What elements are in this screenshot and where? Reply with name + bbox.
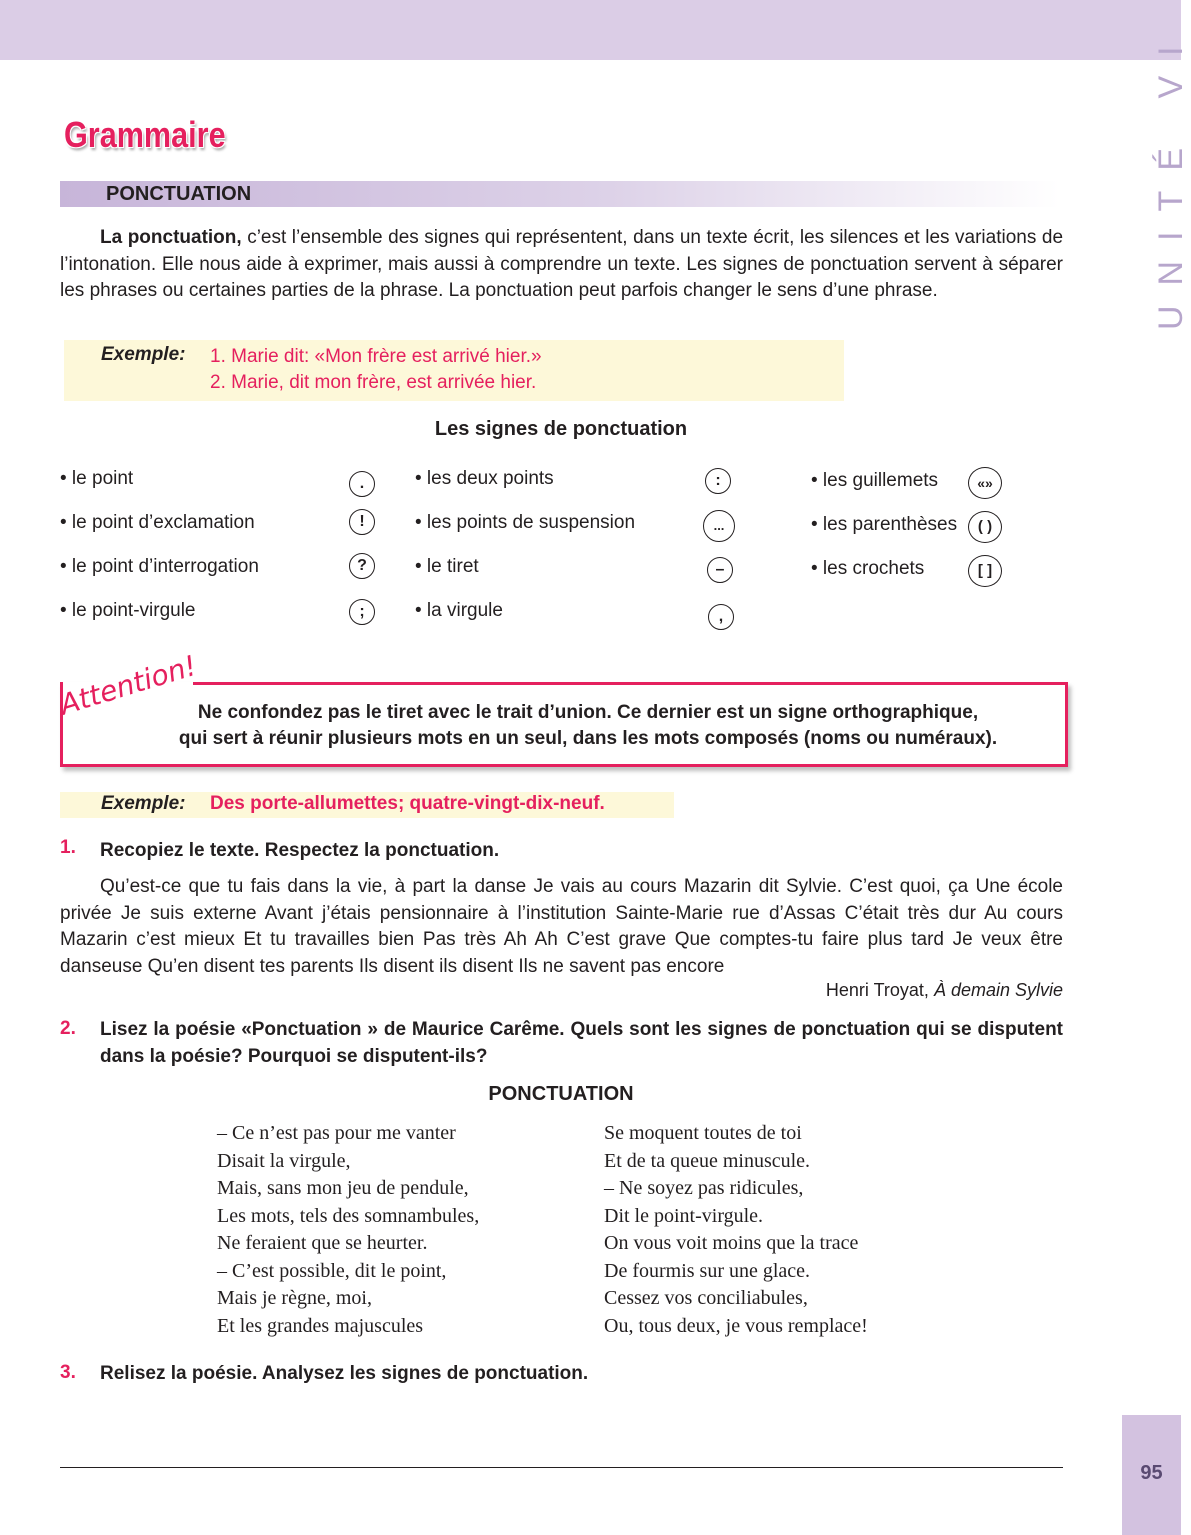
- exclamation-symbol: !: [349, 509, 375, 535]
- sign-label: • le point d’interrogation: [60, 556, 259, 577]
- unit-label: UNITÉ VI: [1152, 26, 1190, 330]
- intro-term: La ponctuation,: [100, 227, 242, 248]
- dash-symbol: –: [707, 557, 733, 583]
- colon-symbol: :: [705, 468, 731, 494]
- poem-line: – C’est possible, dit le point,: [217, 1259, 447, 1282]
- poem-line: De fourmis sur une glace.: [604, 1259, 811, 1282]
- source-title: À demain Sylvie: [933, 980, 1063, 1000]
- attention-text: [88, 700, 1088, 752]
- section-heading-bar: [60, 181, 1060, 207]
- exercise-instruction: Lisez la poésie «Ponctuation » de Maurice Carême. Quels sont les signes de ponctuation qui se disputent dans la poésie? Pourquoi se disputent-ils?: [100, 1019, 1063, 1067]
- ellipsis-symbol: ...: [703, 510, 735, 542]
- example-lines: [210, 344, 542, 396]
- intro-paragraph: [60, 225, 1063, 305]
- poem-line: Dit le point-virgule.: [604, 1204, 764, 1227]
- poem-line: Se moquent toutes de toi: [604, 1122, 802, 1144]
- period-symbol: .: [349, 471, 375, 497]
- sign-label: • les deux points: [415, 468, 554, 489]
- poem-line: Mais je règne, moi,: [217, 1287, 372, 1309]
- poem-line: Mais, sans mon jeu de pendule,: [217, 1177, 469, 1199]
- poem-line: Et de ta queue minuscule.: [604, 1149, 811, 1172]
- poem-line: Disait la virgule,: [217, 1149, 351, 1172]
- poem-line: – Ce n’est pas pour me vanter: [217, 1122, 456, 1144]
- sign-label: • les crochets: [811, 558, 925, 579]
- page-number: 95: [1140, 1462, 1163, 1484]
- example2-label: Exemple:: [101, 793, 186, 814]
- exercise-number: 3.: [60, 1362, 76, 1383]
- poem-line: – Ne soyez pas ridicules,: [604, 1177, 804, 1199]
- section-heading: PONCTUATION: [106, 183, 252, 205]
- question-symbol: ?: [349, 553, 375, 579]
- poem-line: Ou, tous deux, je vous remplace!: [604, 1314, 868, 1337]
- sign-label: • le point d’exclamation: [60, 512, 255, 533]
- sign-label: • les points de suspension: [415, 512, 636, 533]
- example-label: Exemple:: [101, 344, 186, 365]
- exercise-text: Qu’est-ce que tu fais dans la vie, à part la danse Je vais au cours Mazarin dit Sylvie. C’est quoi, ça Une école privée Je suis externe Avant j’étais pensionnaire à l’institution Sainte-Marie rue d’Assas C’était très dur Au cours Mazarin c’est mieux Et tu travailles bien Pas très Ah Ah C’est grave Que comptes-tu faire plus tard Je veux être danseuse Qu’en disent tes parents Ils disent ils disent Ils ne savent pas encore: [60, 876, 1063, 977]
- sign-label: • la virgule: [415, 600, 503, 621]
- poem-line: Et les grandes majuscules: [217, 1314, 424, 1337]
- attention-tag: Attention!: [56, 648, 201, 722]
- sign-label: • les guillemets: [811, 470, 939, 491]
- example2-text: Des porte-allumettes; quatre-vingt-dix-neuf.: [210, 793, 605, 814]
- exercise-instruction: Recopiez le texte. Respectez la ponctuation.: [100, 840, 500, 861]
- example-line: 1. Marie dit: «Mon frère est arrivé hier.»: [210, 346, 542, 367]
- poem-line: Les mots, tels des somnambules,: [217, 1204, 480, 1227]
- page-title: Grammaire: [64, 114, 226, 155]
- sign-label: • les parenthèses: [811, 514, 958, 535]
- comma-symbol: ,: [708, 604, 734, 630]
- sign-label: • le point-virgule: [60, 600, 196, 621]
- exercise-instruction: Relisez la poésie. Analysez les signes de ponctuation.: [100, 1363, 589, 1384]
- example-line: 2. Marie, dit mon frère, est arrivée hier.: [210, 372, 537, 393]
- sign-label: • le point: [60, 468, 134, 489]
- top-band: [0, 0, 1181, 60]
- attention-line: qui sert à réunir plusieurs mots en un seul, dans les mots composés (noms ou numéraux).: [178, 728, 998, 749]
- brackets-symbol: [ ]: [968, 555, 1002, 587]
- poem-line: On vous voit moins que la trace: [604, 1232, 859, 1254]
- source-citation: [826, 980, 1063, 1001]
- sign-label: • le tiret: [415, 556, 479, 577]
- intro-text: c’est l’ensemble des signes qui représentent, dans un texte écrit, les silences et les variations de l’intonation. Elle nous aide à exprimer, mais aussi à comprendre un texte. Les signes de ponctuation servent à séparer les phrases ou certaines parties de la phrase. La ponctuation peut parfois changer le sens d’une phrase.: [60, 227, 1064, 301]
- exercise-number: 1.: [60, 837, 76, 858]
- poem-line: Ne feraient que se heurter.: [217, 1232, 428, 1254]
- exercise-number: 2.: [60, 1018, 76, 1039]
- semicolon-symbol: ;: [349, 599, 375, 625]
- parentheses-symbol: ( ): [968, 511, 1002, 543]
- signs-heading: Les signes de ponctuation: [434, 418, 688, 440]
- poem-line: Cessez vos conciliabules,: [604, 1287, 808, 1309]
- footer-rule: [60, 1467, 1063, 1468]
- source-author: Henri Troyat,: [825, 980, 934, 1000]
- poem-left-column: [217, 1120, 479, 1340]
- example2-box: [60, 792, 674, 818]
- attention-line: Ne confondez pas le tiret avec le trait d’union. Ce dernier est un signe orthographique,: [197, 702, 979, 723]
- guillemets-symbol: «»: [968, 467, 1002, 499]
- example-box: [64, 340, 844, 401]
- poem-right-column: [604, 1120, 868, 1340]
- poem-title: PONCTUATION: [488, 1083, 634, 1105]
